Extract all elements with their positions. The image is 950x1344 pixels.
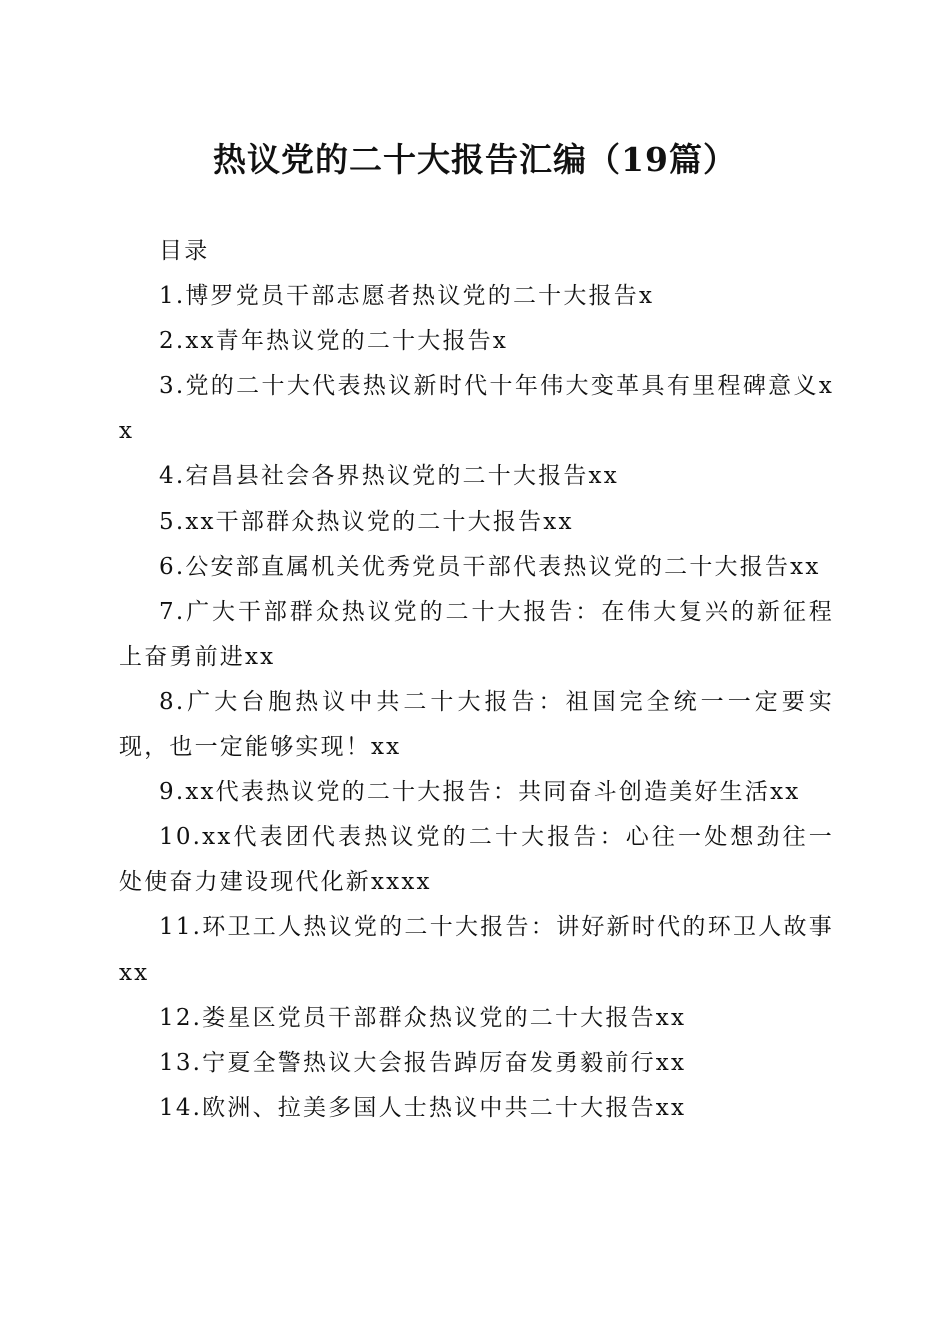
toc-item: 12.娄星区党员干部群众热议党的二十大报告xx (159, 1004, 687, 1031)
toc-item: 3.党的二十大代表热议新时代十年伟大变革具有里程碑意义xx (119, 373, 834, 445)
toc-item: 2.xx青年热议党的二十大报告x (159, 328, 509, 355)
toc-item: 8.广大台胞热议中共二十大报告：祖国完全统一一定要实现，也一定能够实现！xx (119, 688, 834, 761)
toc-item: 1.博罗党员干部志愿者热议党的二十大报告x (159, 283, 655, 310)
toc-item: 4.宕昌县社会各界热议党的二十大报告xx (159, 463, 619, 490)
toc-item: 10.xx代表团代表热议党的二十大报告：心往一处想劲往一处使奋力建设现代化新xxxx (119, 824, 834, 896)
toc-item: 6.公安部直属机关优秀党员干部代表热议党的二十大报告xx (159, 553, 821, 580)
toc-heading: 目录 (159, 238, 210, 264)
toc-item: 14.欧洲、拉美多国人士热议中共二十大报告xx (159, 1094, 687, 1121)
toc-item: 13.宁夏全警热议大会报告踔厉奋发勇毅前行xx (159, 1049, 687, 1076)
toc-item: 7.广大干部群众热议党的二十大报告：在伟大复兴的新征程上奋勇前进xx (119, 598, 834, 670)
toc-item: 9.xx代表热议党的二十大报告：共同奋斗创造美好生活xx (159, 779, 801, 806)
toc-item: 5.xx干部群众热议党的二十大报告xx (159, 508, 574, 535)
table-of-contents (119, 229, 834, 1131)
document-title: 热议党的二十大报告汇编（19篇） (213, 140, 737, 179)
toc-item: 11.环卫工人热议党的二十大报告：讲好新时代的环卫人故事xx (119, 914, 834, 986)
